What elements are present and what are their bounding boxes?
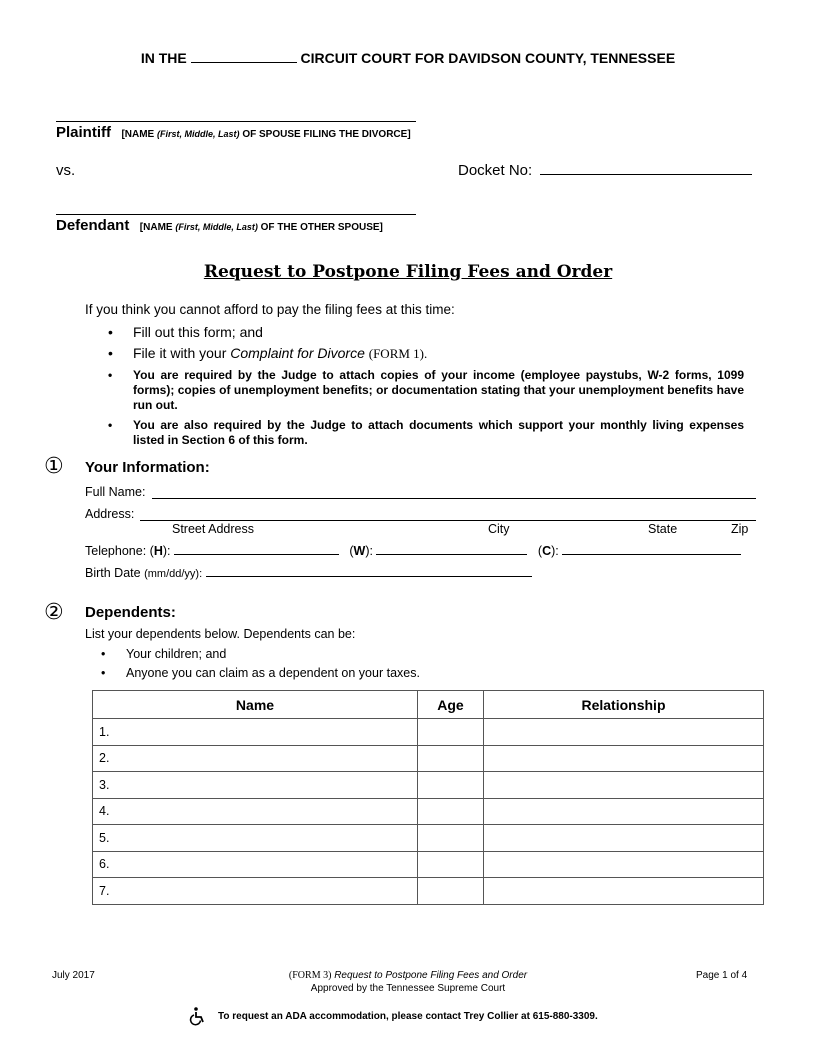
dependent-relationship-cell[interactable] [484,772,764,799]
dependent-name-cell[interactable]: 7. [93,878,418,905]
telephone-row: Telephone: (H): (W): (C): [85,544,741,558]
col-relationship-header: Relationship [484,691,764,719]
table-header-row [93,691,764,719]
dependent-age-cell[interactable] [418,772,484,799]
dependent-age-cell[interactable] [418,745,484,772]
cell-phone-field[interactable] [562,554,741,555]
home-phone-field[interactable] [174,554,339,555]
vs-label: vs. [56,162,76,179]
plaintiff-caption: Plaintiff [NAME (First, Middle, Last) OF SPOUSE FILING THE DIVORCE] [56,124,411,141]
section-2-number: ② [44,600,64,625]
footer-date: July 2017 [52,970,95,981]
defendant-name-line[interactable] [56,214,416,215]
dependent-age-cell[interactable] [418,825,484,852]
birth-date-field[interactable] [206,576,532,577]
intro-list [133,324,427,367]
requirement-list-2 [133,418,744,448]
table-row [93,772,764,799]
wheelchair-icon [188,1006,208,1026]
col-name-header: Name [93,691,418,719]
address-field[interactable] [140,520,756,521]
dependents-intro: List your dependents below. Dependents can be: [85,627,356,641]
plaintiff-name-line[interactable] [56,121,416,122]
work-phone-field[interactable] [376,554,527,555]
dependents-list [126,645,420,683]
footer-approval: Approved by the Tennessee Supreme Court [310,983,506,994]
dependent-relationship-cell[interactable] [484,825,764,852]
dependent-age-cell[interactable] [418,719,484,746]
table-row [93,798,764,825]
table-row [93,825,764,852]
state-label: State [648,522,678,536]
list-item: • Your children; and [126,645,420,664]
city-label: City [488,522,510,536]
dependent-age-cell[interactable] [418,851,484,878]
dependent-relationship-cell[interactable] [484,798,764,825]
dependent-name-cell[interactable]: 3. [93,772,418,799]
document-title: Request to Postpone Filing Fees and Order [203,262,613,282]
dependent-relationship-cell[interactable] [484,851,764,878]
dependent-name-cell[interactable]: 5. [93,825,418,852]
section-1-heading: Your Information: [85,459,210,476]
full-name-label: Full Name: [85,485,146,499]
section-1-number: ① [44,454,64,479]
court-name-blank[interactable] [191,62,297,63]
dependent-name-cell[interactable]: 2. [93,745,418,772]
address-label: Address: [85,507,135,521]
dependent-age-cell[interactable] [418,798,484,825]
dependents-table [92,690,764,905]
table-row [93,851,764,878]
intro-text: If you think you cannot afford to pay the filing fees at this time: [85,302,455,317]
street-address-label: Street Address [172,522,254,536]
zip-label: Zip [731,522,749,536]
list-item: • Anyone you can claim as a dependent on your taxes. [126,664,420,683]
dependent-relationship-cell[interactable] [484,745,764,772]
birth-date-row: Birth Date (mm/dd/yy): [85,566,532,580]
footer-form-title: (FORM 3) Request to Postpone Filing Fees and Order [288,970,528,981]
requirement-list [133,368,744,413]
dependent-relationship-cell[interactable] [484,878,764,905]
full-name-field[interactable] [152,498,756,499]
table-row [93,719,764,746]
ada-notice: To request an ADA accommodation, please contact Trey Collier at 615-880-3309. [218,1011,598,1022]
table-row [93,878,764,905]
col-age-header: Age [418,691,484,719]
section-2-heading: Dependents: [85,604,176,621]
list-item: • File it with your Complaint for Divorce (FORM 1). [133,345,427,362]
dependent-name-cell[interactable]: 1. [93,719,418,746]
dependent-name-cell[interactable]: 6. [93,851,418,878]
list-item: • You are required by the Judge to attach copies of your income (employee paystubs, W-2 forms, 1099 forms); copies of unemployment benefits; or documentation stating that your unemployment benefits have run out. [133,368,744,413]
list-item: • Fill out this form; and [133,324,427,340]
defendant-caption: Defendant [NAME (First, Middle, Last) OF THE OTHER SPOUSE] [56,217,383,234]
list-item: • You are also required by the Judge to attach documents which support your monthly living expenses listed in Section 6 of this form. [133,418,744,448]
court-title: IN THE CIRCUIT COURT FOR DAVIDSON COUNTY, TENNESSEE [140,50,676,66]
page-number: Page 1 of 4 [696,970,748,981]
dependent-relationship-cell[interactable] [484,719,764,746]
docket-number-blank[interactable] [540,174,752,175]
dependent-age-cell[interactable] [418,878,484,905]
dependent-name-cell[interactable]: 4. [93,798,418,825]
table-row [93,745,764,772]
docket-number: Docket No: [458,162,752,179]
